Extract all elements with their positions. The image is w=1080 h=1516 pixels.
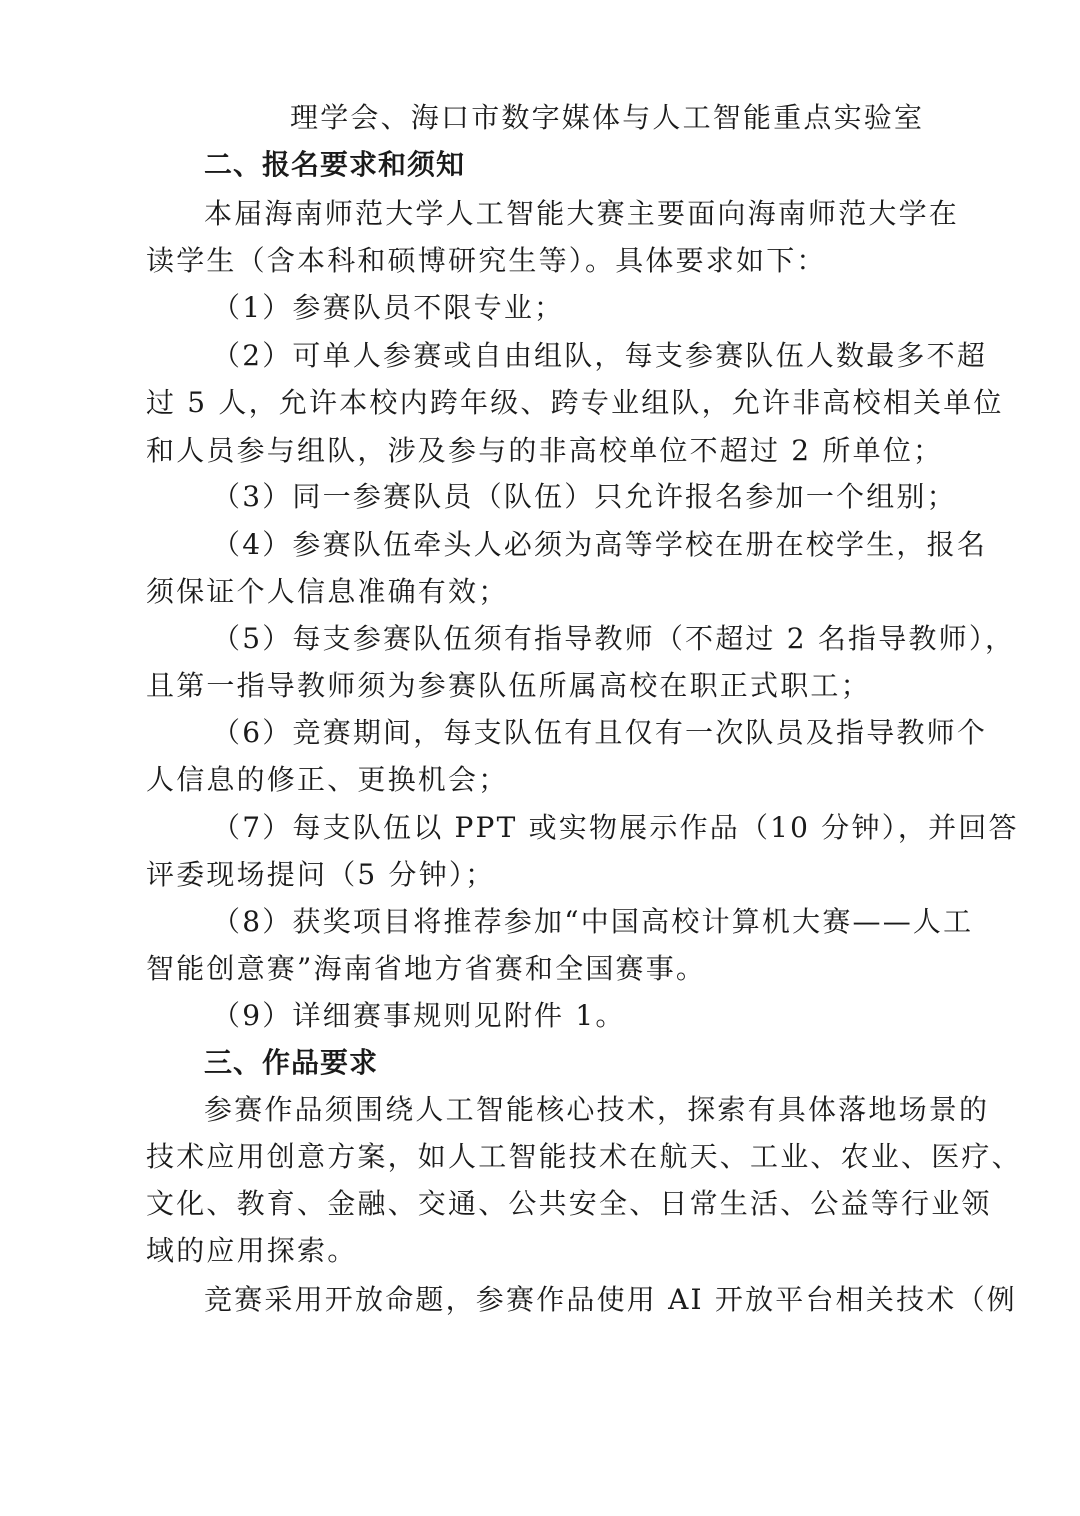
paragraph-line: 竞赛采用开放命题，参赛作品使用 AI 开放平台相关技术（例 [204, 1283, 1017, 1316]
continuation-line: 理学会、海口市数字媒体与人工智能重点实验室 [290, 101, 925, 134]
list-item-line: （7）每支队伍以 PPT 或实物展示作品（10 分钟），并回答 [212, 811, 1019, 844]
paragraph-line: 域的应用探索。 [146, 1234, 358, 1267]
list-item-line: （4）参赛队伍牵头人必须为高等学校在册在校学生，报名 [212, 528, 988, 561]
list-item-line: 须保证个人信息准确有效； [146, 575, 509, 608]
section-heading-registration: 二、报名要求和须知 [204, 148, 466, 181]
list-item-line: 过 5 人，允许本校内跨年级、跨专业组队，允许非高校相关单位 [146, 386, 1004, 419]
list-item-line: 人信息的修正、更换机会； [146, 763, 509, 796]
paragraph-line: 文化、教育、金融、交通、公共安全、日常生活、公益等行业领 [146, 1187, 992, 1220]
list-item-line: 智能创意赛”海南省地方省赛和全国赛事。 [146, 952, 707, 985]
list-item-line: 且第一指导教师须为参赛队伍所属高校在职正式职工； [146, 669, 871, 702]
list-item-line: （1）参赛队员不限专业； [212, 291, 565, 324]
list-item-line: 评委现场提问（5 分钟）； [146, 858, 496, 891]
list-item-line: 和人员参与组队，涉及参与的非高校单位不超过 2 所单位； [146, 434, 944, 467]
list-item-line: （6）竞赛期间，每支队伍有且仅有一次队员及指导教师个 [212, 716, 988, 749]
paragraph-line: 参赛作品须围绕人工智能核心技术，探索有具体落地场景的 [204, 1093, 990, 1126]
paragraph-line: 本届海南师范大学人工智能大赛主要面向海南师范大学在 [204, 197, 960, 230]
paragraph-line: 技术应用创意方案，如人工智能技术在航天、工业、农业、医疗、 [146, 1140, 1022, 1173]
list-item-line: （5）每支参赛队伍须有指导教师（不超过 2 名指导教师）， [212, 622, 1016, 655]
list-item-line: （8）获奖项目将推荐参加“中国高校计算机大赛——人工 [212, 905, 974, 938]
section-heading-works: 三、作品要求 [204, 1046, 379, 1079]
list-item-line: （9）详细赛事规则见附件 1。 [212, 999, 626, 1032]
paragraph-line: 读学生（含本科和硕博研究生等）。具体要求如下： [146, 244, 827, 277]
list-item-line: （2）可单人参赛或自由组队，每支参赛队伍人数最多不超 [212, 339, 988, 372]
list-item-line: （3）同一参赛队员（队伍）只允许报名参加一个组别； [212, 480, 957, 513]
